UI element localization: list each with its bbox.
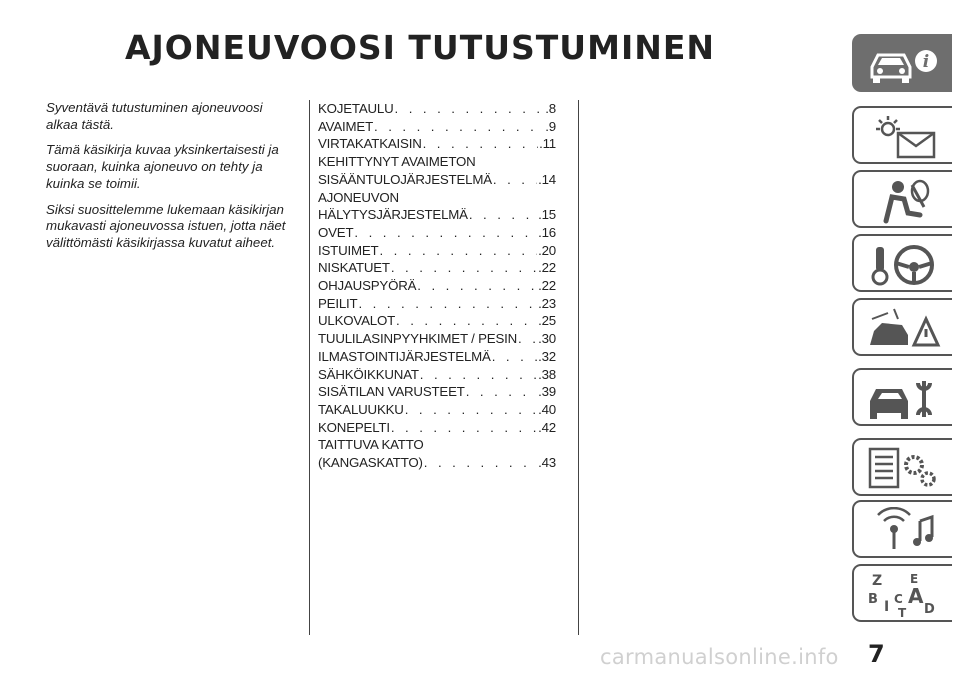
- column-divider-left: [309, 100, 310, 635]
- table-of-contents: [318, 100, 556, 472]
- toc-leader-dots: [424, 454, 537, 472]
- toc-entry: [318, 189, 556, 224]
- index-letter: I: [884, 599, 890, 615]
- toc-label: AVAIMET: [318, 118, 373, 134]
- toc-line: [318, 118, 556, 136]
- toc-entry: [318, 153, 556, 188]
- toc-label: NISKATUET: [318, 260, 390, 276]
- tab-multimedia[interactable]: [852, 500, 952, 558]
- alphabet-index-icon: [864, 571, 944, 619]
- toc-page-number: .39: [538, 384, 556, 400]
- toc-entry: [318, 100, 556, 118]
- intro-paragraph: Siksi suosittelemme lukemaan käsikirjan mukavasti ajoneuvossa istuen, jotta näet välittömästi käsikirjassa kuvatut aiheet.: [46, 201, 286, 250]
- toc-entry: [318, 348, 556, 366]
- toc-entry: [318, 118, 556, 136]
- toc-leader-dots: [492, 348, 537, 366]
- toc-label: VIRTAKATKAISIN: [318, 136, 422, 152]
- toc-label: SÄHKÖIKKUNAT: [318, 366, 419, 382]
- intro-paragraph: Syventävä tutustuminen ajoneuvoosi alkaa tästä.: [46, 100, 263, 132]
- toc-leader-dots: [395, 100, 545, 118]
- toc-entry-prefix: TAITTUVA KATTO: [318, 437, 424, 453]
- toc-label: OHJAUSPYÖRÄ: [318, 278, 417, 294]
- toc-page-number: .14: [538, 171, 556, 187]
- toc-line: [318, 401, 556, 419]
- toc-entry: [318, 401, 556, 419]
- toc-line: [318, 348, 556, 366]
- toc-entry-prefix: AJONEUVON: [318, 189, 399, 205]
- crash-warning-icon: [864, 305, 944, 353]
- toc-leader-dots: [405, 401, 537, 419]
- tab-starting-driving[interactable]: [852, 234, 952, 292]
- toc-label: HÄLYTYSJÄRJESTELMÄ: [318, 207, 468, 223]
- toc-entry: [318, 330, 556, 348]
- toc-entry: [318, 419, 556, 437]
- toc-label: KONEPELTI: [318, 419, 390, 435]
- intro-text: [46, 100, 296, 261]
- toc-entry: [318, 312, 556, 330]
- svg-text:i: i: [922, 52, 930, 72]
- car-wrench-icon: [864, 375, 944, 423]
- intro-paragraph: Tämä käsikirja kuvaa yksinkertaisesti ja suoraan, kuinka ajoneuvo on tehty ja kuinka se toimii.: [46, 142, 279, 191]
- toc-entry: [318, 135, 556, 153]
- toc-page-number: .15: [538, 207, 556, 223]
- toc-line: [318, 100, 556, 118]
- page-number: 7: [868, 640, 885, 668]
- toc-entry: [318, 224, 556, 242]
- toc-leader-dots: [493, 171, 537, 189]
- toc-leader-dots: [391, 259, 537, 277]
- index-letter: B: [868, 592, 878, 607]
- toc-entry-prefix: KEHITTYNYT AVAIMETON: [318, 154, 476, 170]
- toc-leader-dots: [374, 118, 544, 136]
- column-divider-right: [578, 100, 579, 635]
- key-steering-wheel-icon: [864, 241, 944, 289]
- index-letter: C: [894, 592, 903, 606]
- toc-line: [318, 419, 556, 437]
- toc-leader-dots: [417, 277, 537, 295]
- tab-safety[interactable]: [852, 170, 952, 228]
- signal-music-icon: [864, 507, 944, 555]
- index-letter: D: [924, 602, 935, 617]
- car-info-icon: [864, 41, 944, 89]
- toc-page-number: .38: [538, 366, 556, 382]
- toc-label: TAKALUUKKU: [318, 401, 404, 417]
- toc-line: [318, 277, 556, 295]
- watermark: carmanualsonline.info: [600, 645, 839, 669]
- toc-entry: [318, 436, 556, 471]
- tab-emergency[interactable]: [852, 298, 952, 356]
- tab-warning-lights[interactable]: [852, 106, 952, 164]
- toc-entry: [318, 277, 556, 295]
- toc-page-number: .11: [539, 136, 556, 152]
- toc-line: [318, 135, 556, 153]
- toc-line: [318, 224, 556, 242]
- warning-lights-envelope-icon: [864, 113, 944, 161]
- toc-entry: [318, 259, 556, 277]
- toc-label: OVET: [318, 224, 354, 240]
- toc-label: (KANGASKATTO): [318, 455, 423, 471]
- toc-label: SISÄÄNTULOJÄRJESTELMÄ: [318, 171, 492, 187]
- toc-line: [318, 312, 556, 330]
- toc-line: [318, 383, 556, 401]
- toc-line: [318, 366, 556, 384]
- toc-line: [318, 171, 556, 189]
- toc-leader-dots: [518, 330, 537, 348]
- list-gears-icon: [864, 445, 944, 493]
- index-letter: E: [910, 572, 919, 586]
- toc-page-number: .25: [538, 313, 556, 329]
- toc-page-number: .20: [538, 242, 556, 258]
- index-letter: T: [898, 606, 907, 619]
- toc-page-number: .40: [538, 401, 556, 417]
- toc-label: SISÄTILAN VARUSTEET: [318, 384, 465, 400]
- toc-entry: [318, 366, 556, 384]
- page-title: AJONEUVOOSI TUTUSTUMINEN: [124, 28, 715, 67]
- toc-page-number: .9: [545, 118, 556, 134]
- toc-leader-dots: [423, 135, 538, 153]
- tab-car-info[interactable]: [852, 34, 952, 92]
- toc-page-number: .8: [545, 101, 556, 116]
- toc-leader-dots: [396, 312, 537, 330]
- index-letter: A: [908, 584, 924, 608]
- toc-line: [318, 330, 556, 348]
- toc-line: [318, 295, 556, 313]
- toc-line: [318, 206, 556, 224]
- toc-label: ULKOVALOT: [318, 313, 396, 329]
- toc-page-number: .42: [538, 419, 556, 435]
- toc-line: [318, 242, 556, 260]
- toc-page-number: .23: [538, 295, 556, 311]
- toc-line: [318, 454, 556, 472]
- toc-label: ISTUIMET: [318, 242, 379, 258]
- toc-entry: [318, 295, 556, 313]
- tab-maintenance[interactable]: [852, 368, 952, 426]
- toc-leader-dots: [379, 242, 537, 260]
- airbag-seat-person-icon: [864, 177, 944, 225]
- toc-leader-dots: [420, 366, 537, 384]
- toc-page-number: .43: [538, 455, 556, 471]
- toc-page-number: .30: [538, 331, 556, 347]
- toc-page-number: .22: [538, 278, 556, 294]
- toc-leader-dots: [466, 383, 537, 401]
- toc-leader-dots: [354, 224, 537, 242]
- toc-label: PEILIT: [318, 295, 358, 311]
- index-letter: Z: [872, 573, 883, 589]
- tab-index[interactable]: [852, 564, 952, 622]
- toc-label: ILMASTOINTIJÄRJESTELMÄ: [318, 348, 491, 364]
- toc-leader-dots: [391, 419, 537, 437]
- toc-line: [318, 259, 556, 277]
- toc-entry: [318, 242, 556, 260]
- toc-label: TUULILASINPYYHKIMET / PESIN: [318, 331, 518, 347]
- toc-page-number: .22: [538, 260, 556, 276]
- toc-leader-dots: [469, 206, 537, 224]
- toc-page-number: .16: [538, 224, 556, 240]
- toc-entry: [318, 383, 556, 401]
- toc-leader-dots: [358, 295, 537, 313]
- toc-page-number: .32: [538, 348, 556, 364]
- tab-technical-data[interactable]: [852, 438, 952, 496]
- toc-label: KOJETAULU: [318, 101, 394, 116]
